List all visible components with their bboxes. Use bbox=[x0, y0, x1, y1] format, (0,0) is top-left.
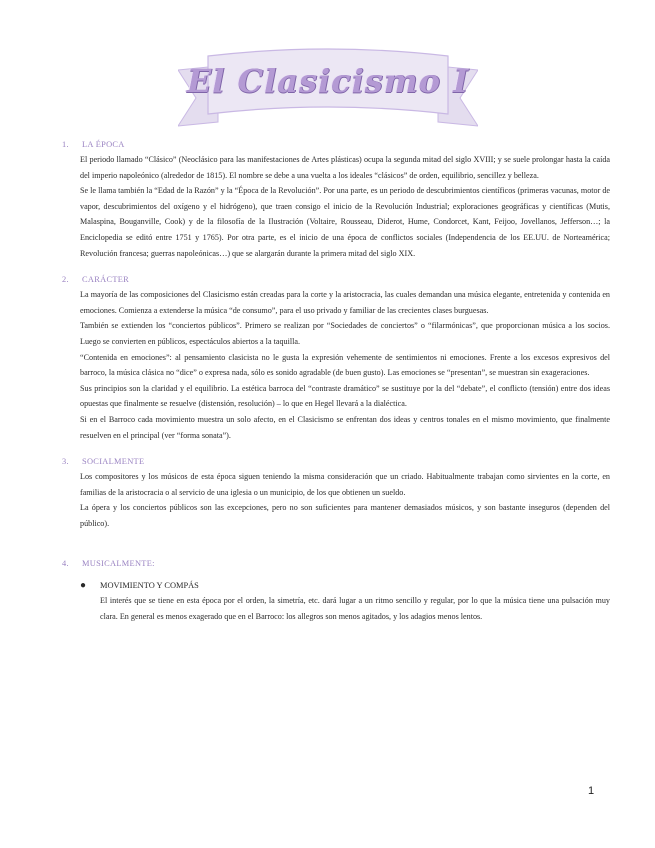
section-epoca bbox=[62, 138, 610, 261]
section-title bbox=[82, 557, 155, 571]
section-heading bbox=[62, 455, 610, 469]
paragraph: La mayoría de las composiciones del Clasicismo están creadas para la corte y la aristocracia, las cuales demandan una música elegante, entretenida y contenida en emociones. Comienza a extenderse la música “de consumo”, para el uso privado y familiar de las crecientes clases burguesas. bbox=[80, 290, 610, 315]
section-title: LA ÉPOCA bbox=[82, 140, 125, 149]
section-title-text: MUSICALMENTE bbox=[82, 559, 153, 569]
section-title-suffix: : bbox=[152, 559, 155, 569]
paragraph: También se extienden los “conciertos públicos”. Primero se realizan por “Sociedades de conciertos” o “filarmónicas”, que proporcionan música a los socios. Luego se convierten en públicos, espectáculos abiertos a la taquilla. bbox=[80, 321, 610, 346]
paragraph: Los compositores y los músicos de esta época siguen teniendo la misma consideración que un criado. Habitualmente trabajan como sirvientes en la corte, en familias de la aristocracia o al servicio de una iglesia o un municipio, de los que obtienen un sueldo. bbox=[80, 472, 610, 497]
paragraph: “Contenida en emociones”: al pensamiento clasicista no le gusta la expresión vehemente de sentimientos ni emociones. Frente a los excesos expresivos del barroco, la música clásica no “dice” o expresa nada, sólo es sonido agradable (de buen gusto). Las emociones se “presentan”, se muestran sin exageraciones. bbox=[80, 352, 610, 378]
document-body bbox=[62, 138, 610, 637]
section-heading bbox=[62, 138, 610, 152]
bullet-text: El interés que se tiene en esta época por el orden, la simetría, etc. dará lugar a un ritmo sencillo y regular, por lo que la música tiene una pulsación muy clara. En general es menos exagerado que en el Barroco: los allegros son menos agitados, y los adagios menos lentos. bbox=[100, 596, 610, 622]
page-title: El Clasicismo I bbox=[186, 62, 470, 100]
paragraph: Si en el Barroco cada movimiento muestra un solo afecto, en el Clasicismo se enfrentan dos ideas y centros tonales en el mismo movimiento, que finalmente resuelven en el principal (ver “forma sonata”). bbox=[80, 414, 610, 440]
section-heading bbox=[62, 557, 610, 571]
bullet-content bbox=[100, 579, 610, 624]
section-socialmente bbox=[62, 455, 610, 531]
section-title: CARÁCTER bbox=[82, 275, 130, 285]
section-number: 2. bbox=[62, 275, 69, 285]
section-musicalmente bbox=[62, 557, 610, 624]
section-number: 3. bbox=[62, 457, 69, 467]
paragraph: La ópera y los conciertos públicos son las excepciones, pero no son suficientes para mantener demasiados músicos, y son bastante inseguros (dependen del público). bbox=[80, 503, 610, 528]
paragraph: Sus principios son la claridad y el equilibrio. La estética barroca del “contraste dramático” se sustituye por la del “debate”, el conflicto (tensión) entre dos ideas opuestas que finalmente se resuelve (distensión, resolución) – lo que en Hegel llevará a la dialéctica. bbox=[80, 383, 610, 409]
section-number: 1. bbox=[62, 140, 69, 149]
bullet-title: MOVIMIENTO Y COMPÁS bbox=[100, 581, 199, 591]
section-title: SOCIALMENTE bbox=[82, 457, 145, 467]
paragraph: El periodo llamado “Clásico” (Neoclásico para las manifestaciones de Artes plásticas) ocupa la segunda mitad del siglo XVIII; y se suele prolongar hasta la caída del imperio napoleónico (alrededor de 1815). El nombre se debe a una vuelta a los ideales “clásicos” de orden, equilibrio, sencillez y belleza. bbox=[80, 155, 610, 180]
page-number: 1 bbox=[588, 785, 595, 797]
section-number: 4. bbox=[62, 559, 69, 569]
section-caracter bbox=[62, 273, 610, 443]
paragraph: Se le llama también la “Edad de la Razón” y la “Época de la Revolución”. Por una parte, es un periodo de descubrimientos científicos (primeras vacunas, motor de vapor, descubrimientos del oxígeno y el hidrógeno), que traen consigo el inicio de la Revolución Industrial; exploraciones geográficas y científicas (Mutis, Malaspina, Bouganville, Cook) y de la filosofía de la Ilustración (Voltaire, Rousseau, Diderot, Hume, Condorcet, Kant, Feijoo, Jovellanos, Jefferson…; la Enciclopedia se editó entre 1751 y 1765). Por otra parte, es el inicio de una época de conflictos sociales (Independencia de los EE.UU. de Norteamérica; Revolución francesa; guerras napoleónicas…) que se alargarán durante la primera mitad del siglo XIX. bbox=[80, 186, 610, 258]
section-heading bbox=[62, 273, 610, 287]
list-item bbox=[80, 579, 610, 624]
title-banner bbox=[178, 42, 478, 134]
bullet-icon: ● bbox=[80, 580, 87, 592]
